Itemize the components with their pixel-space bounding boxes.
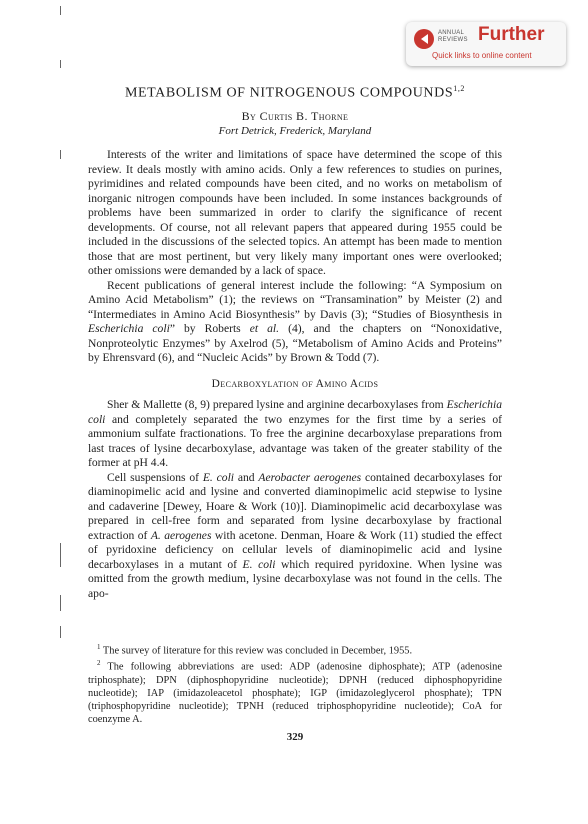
banner-further-label: Further <box>478 24 545 45</box>
footnote-2: $^2$ The following abbreviations are used: ADP (adenosine diphosphate); ATP (adenosine triphosphate); DPN (diphosphopyridine nucleotide); DPNH (reduced diphosphopyridine nucleotide); IAP (imidazoleacetol phosphate); IGP (imidazoleglycerol phosphate); TPN (triphosphopyridine nucleotide); TPNH (reduced triphosphopyridine nucleotide); CoA for coenzyme A. <box>88 659 502 725</box>
body-text-decarboxylation <box>88 398 502 601</box>
section-heading: Decarboxylation of Amino Acids <box>211 378 379 390</box>
margin-mark <box>60 60 61 68</box>
author-affiliation: Fort Detrick, Frederick, Maryland <box>218 125 372 137</box>
margin-mark <box>60 6 61 15</box>
margin-mark <box>60 150 61 159</box>
publications-paragraph: Recent publications of general interest include the following: “A Symposium on Amino Acid Metabolism” (1); the reviews on “Transamination” by Meister (2) and “Intermediates in Amino Acid Biosynthesis” by Davis (3); “Studies of Biosynthesis in Escherichia coli” by Roberts et al. (4), and the chapters on “Nonoxidative, Nonproteolytic Enzymes” by Axelrod (5), “Metabolism of Amino Acids and Proteins” by Ehrensvard (6), and “Nucleic Acids” by Brown & Todd (7). <box>88 278 502 364</box>
footnotes <box>88 641 502 726</box>
page-number: 329 <box>286 731 304 743</box>
body-text-intro <box>88 148 502 366</box>
margin-mark <box>60 595 61 611</box>
intro-paragraph: Interests of the writer and limitations of space have determined the scope of this review. It deals mostly with amino acids. Only a few references to studies on purines, pyrimidines and related compounds have been cited, and no works on metabolism of inorganic nitrogen compounds have been included. In some instances backgrounds of problems have been summarized in order to clarify the significance of recent developments. Of course, not all relevant papers that appeared during 1955 could be included in the discussions of the selected topics. An attempt has been made to mention those that are most pertinent, but very likely many important ones were overlooked; other omissions were demanded by a lack of space. <box>88 148 502 277</box>
banner-annual-reviews-text: ANNUAL REVIEWS <box>438 30 468 43</box>
author-byline: By Curtis B. Thorne <box>241 109 349 123</box>
cell-suspensions-paragraph: Cell suspensions of E. coli and Aerobacter aerogenes contained decarboxylases for diaminopimelic acid and lysine and converted diaminopimelic acid stepwise to lysine and cadaverine [Dewey, Hoare & Work (10)]. Diaminopimelic acid decarboxylase was prepared in cell-free form and separated from lysine decarboxylase by fractional extraction of A. aerogenes with acetone. Denman, Hoare & Work (11) studied the effect of pyridoxine deficiency on cellular levels of diaminopimelic acid and lysine decarboxylases in a mutant of E. coli which required pyridoxine. When lysine was omitted from the growth medium, lysine decarboxylase was not found in the cells. The apo- <box>88 470 503 600</box>
annual-reviews-logo-icon <box>414 29 434 49</box>
sher-paragraph: Sher & Mallette (8, 9) prepared lysine and arginine decarboxylases from Escherichia coli and completely separated the two enzymes for the first time by a series of ammonium sulfate fractionations. To free the arginine decarboxylase preparations from last traces of lysine decarboxylase, advantage was taken of the greater stability of the former at pH 4.4. <box>88 398 502 469</box>
banner-subtitle: Quick links to online content <box>432 51 532 60</box>
margin-mark <box>60 543 61 567</box>
footnote-1: $^1$ The survey of literature for this review was concluded in December, 1955. <box>97 643 413 657</box>
margin-mark <box>60 626 61 638</box>
annual-reviews-further-banner[interactable] <box>406 22 566 66</box>
title-footnote-marks: 1,2 <box>453 84 466 93</box>
article-title: METABOLISM OF NITROGENOUS COMPOUNDS$^{1,2}$ <box>124 84 466 101</box>
